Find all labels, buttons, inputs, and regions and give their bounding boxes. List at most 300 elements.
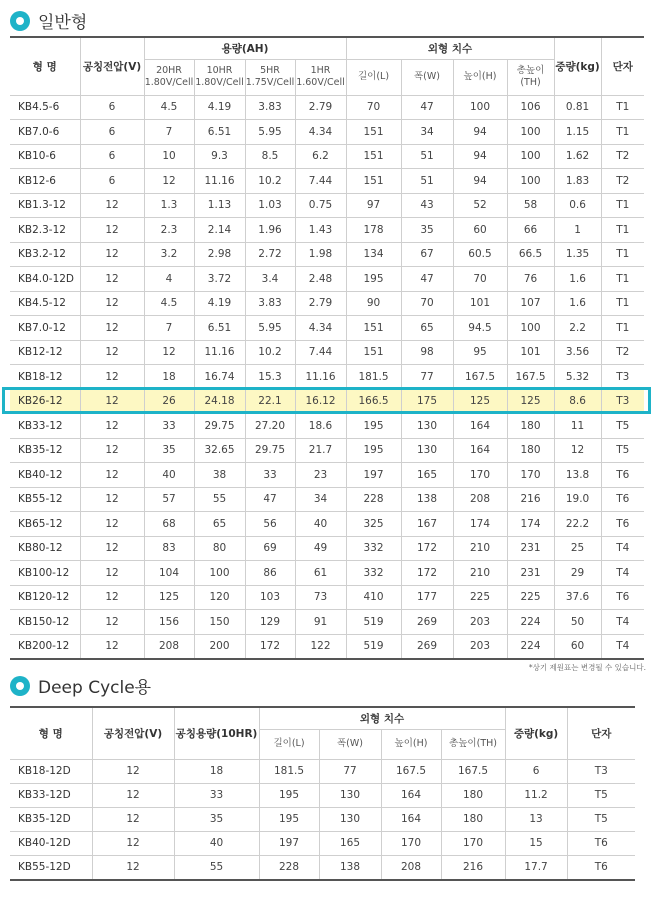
header-weight: 중량(kg) (554, 37, 601, 95)
table-cell: 97 (346, 193, 401, 218)
table-row (10, 855, 635, 880)
model-cell: KB18-12D (10, 759, 92, 783)
table-cell: 167.5 (507, 365, 554, 390)
model-cell: KB33-12 (10, 414, 80, 439)
table-cell: T1 (601, 291, 644, 316)
table-cell: 12 (92, 783, 174, 807)
table-row (10, 487, 644, 512)
table-cell: 12 (80, 193, 144, 218)
model-cell: KB40-12 (10, 463, 80, 488)
table-cell: 12 (80, 512, 144, 537)
table-cell: 170 (441, 831, 505, 855)
table-cell: 90 (346, 291, 401, 316)
table-cell: 172 (401, 536, 453, 561)
table-cell: 12 (80, 340, 144, 365)
table-cell: 225 (507, 585, 554, 610)
table-cell: 170 (507, 463, 554, 488)
table-cell: 2.14 (194, 218, 245, 243)
table-cell: T2 (601, 169, 644, 194)
table-cell: 12 (144, 169, 194, 194)
table-cell: 129 (245, 610, 295, 635)
table-cell: 22.2 (554, 512, 601, 537)
table-cell: 13.8 (554, 463, 601, 488)
table-cell: 2.79 (295, 95, 346, 120)
table-cell: 195 (259, 807, 319, 831)
table-cell: 1.03 (245, 193, 295, 218)
table-cell: 4.19 (194, 291, 245, 316)
table-cell: 10 (144, 144, 194, 169)
table-row (10, 414, 644, 439)
table-cell: 26 (144, 389, 194, 414)
table-cell: 12 (92, 831, 174, 855)
table-cell: 12 (80, 316, 144, 341)
table-cell: 172 (245, 634, 295, 659)
header-voltage: 공칭전압(V) (92, 707, 174, 759)
deep-cycle-spec-table (10, 706, 635, 881)
table-cell: 94 (453, 144, 507, 169)
table-cell: 95 (453, 340, 507, 365)
table-cell: 65 (194, 512, 245, 537)
table-cell: 49 (295, 536, 346, 561)
table-cell: 164 (453, 438, 507, 463)
table-row (10, 585, 644, 610)
table-cell: 70 (453, 267, 507, 292)
table-row (10, 512, 644, 537)
deep-cycle-spec-rows (10, 759, 635, 880)
model-cell: KB4.0-12D (10, 267, 80, 292)
header-terminal: 단자 (601, 37, 644, 95)
model-cell: KB10-6 (10, 144, 80, 169)
table-cell: 203 (453, 634, 507, 659)
spec-change-note: *상기 제원표는 변경될 수 있습니다. (528, 663, 646, 672)
table-row (10, 438, 644, 463)
table-cell: T1 (601, 218, 644, 243)
table-cell: 151 (346, 316, 401, 341)
table-cell: 3.83 (245, 291, 295, 316)
table-cell: T1 (601, 316, 644, 341)
table-cell: 65 (401, 316, 453, 341)
table-cell: 12 (80, 463, 144, 488)
table-cell: 55 (174, 855, 259, 880)
table-cell: 104 (144, 561, 194, 586)
table-row (10, 365, 644, 390)
table-cell: T5 (601, 438, 644, 463)
table-cell: 51 (401, 169, 453, 194)
table-row (10, 759, 635, 783)
table-cell: 51 (401, 144, 453, 169)
table-row (10, 340, 644, 365)
table-cell: 34 (401, 120, 453, 145)
table-cell: 12 (80, 218, 144, 243)
table-cell: 1.83 (554, 169, 601, 194)
table-row (10, 634, 644, 659)
table-cell: 2.2 (554, 316, 601, 341)
table-cell: 18 (144, 365, 194, 390)
table-cell: 6.51 (194, 120, 245, 145)
table-cell: 228 (346, 487, 401, 512)
table-cell: T6 (567, 831, 635, 855)
table-cell: 2.79 (295, 291, 346, 316)
table-cell: 12 (92, 855, 174, 880)
table-cell: 1.96 (245, 218, 295, 243)
model-cell: KB2.3-12 (10, 218, 80, 243)
table-cell: 164 (381, 783, 441, 807)
header-height: 높이(H) (453, 59, 507, 95)
table-cell: 5.95 (245, 120, 295, 145)
table-cell: 225 (453, 585, 507, 610)
table-row (10, 267, 644, 292)
table-cell: 60 (453, 218, 507, 243)
header-height: 높이(H) (381, 729, 441, 759)
header-capacity: 용량(AH) (144, 37, 346, 59)
table-cell: 19.0 (554, 487, 601, 512)
table-cell: 70 (401, 291, 453, 316)
model-cell: KB40-12D (10, 831, 92, 855)
bullet-circle-icon (10, 11, 30, 31)
table-cell: 11.16 (295, 365, 346, 390)
table-cell: 12 (80, 365, 144, 390)
model-cell: KB200-12 (10, 634, 80, 659)
table-cell: 12 (80, 267, 144, 292)
header-dimensions: 외형 치수 (259, 707, 505, 729)
table-cell: 11.16 (194, 169, 245, 194)
table-cell: 151 (346, 169, 401, 194)
table-cell: T4 (601, 536, 644, 561)
table-cell: 1.6 (554, 291, 601, 316)
table-cell: 83 (144, 536, 194, 561)
table-cell: 1.13 (194, 193, 245, 218)
table-cell: 5.95 (245, 316, 295, 341)
table-cell: T4 (601, 610, 644, 635)
table-cell: 2.3 (144, 218, 194, 243)
table-cell: 11.2 (505, 783, 567, 807)
table-row (10, 389, 644, 414)
table-cell: 101 (453, 291, 507, 316)
table-cell: 231 (507, 561, 554, 586)
general-spec-rows (10, 95, 644, 659)
table-cell: T5 (567, 783, 635, 807)
table-cell: 216 (441, 855, 505, 880)
model-cell: KB55-12 (10, 487, 80, 512)
header-total-height: 총높이(TH) (441, 729, 505, 759)
table-cell: T2 (601, 144, 644, 169)
table-cell: 21.7 (295, 438, 346, 463)
table-row (10, 561, 644, 586)
table-cell: 12 (80, 242, 144, 267)
table-cell: 332 (346, 536, 401, 561)
table-row (10, 536, 644, 561)
table-cell: 130 (319, 783, 381, 807)
table-cell: 170 (453, 463, 507, 488)
table-cell: 195 (346, 267, 401, 292)
table-cell: T1 (601, 242, 644, 267)
table-cell: 16.12 (295, 389, 346, 414)
table-cell: 9.3 (194, 144, 245, 169)
table-cell: 33 (174, 783, 259, 807)
table-cell: 29.75 (194, 414, 245, 439)
header-cap-10hr: 10HR 1.80V/Cell (194, 59, 245, 95)
table-cell: 33 (245, 463, 295, 488)
table-cell: 66 (507, 218, 554, 243)
model-cell: KB3.2-12 (10, 242, 80, 267)
table-cell: T6 (601, 463, 644, 488)
table-cell: 52 (453, 193, 507, 218)
table-cell: 27.20 (245, 414, 295, 439)
table-cell: T5 (567, 807, 635, 831)
table-cell: 40 (144, 463, 194, 488)
table-cell: 174 (507, 512, 554, 537)
table-cell: 12 (80, 536, 144, 561)
table-cell: 12 (80, 610, 144, 635)
header-length: 길이(L) (346, 59, 401, 95)
table-cell: T3 (567, 759, 635, 783)
table-cell: 210 (453, 561, 507, 586)
table-cell: T1 (601, 120, 644, 145)
table-cell: 164 (453, 414, 507, 439)
table-cell: 101 (507, 340, 554, 365)
table-cell: 22.1 (245, 389, 295, 414)
table-cell: 68 (144, 512, 194, 537)
table-cell: 11.16 (194, 340, 245, 365)
table-cell: 175 (401, 389, 453, 414)
table-cell: 325 (346, 512, 401, 537)
section-title-text: 일반형 (38, 13, 88, 33)
table-cell: 18.6 (295, 414, 346, 439)
table-cell: 86 (245, 561, 295, 586)
table-cell: 178 (346, 218, 401, 243)
table-cell: 107 (507, 291, 554, 316)
bullet-circle-icon (10, 676, 30, 696)
table-cell: 37.6 (554, 585, 601, 610)
table-cell: 332 (346, 561, 401, 586)
table-cell: 519 (346, 634, 401, 659)
table-cell: 7.44 (295, 169, 346, 194)
model-cell: KB100-12 (10, 561, 80, 586)
table-row (10, 831, 635, 855)
table-cell: 56 (245, 512, 295, 537)
table-cell: 138 (319, 855, 381, 880)
table-cell: 40 (295, 512, 346, 537)
table-cell: 7 (144, 120, 194, 145)
table-cell: 1.62 (554, 144, 601, 169)
table-cell: 130 (401, 438, 453, 463)
table-cell: 23 (295, 463, 346, 488)
table-cell: 125 (453, 389, 507, 414)
table-cell: 165 (401, 463, 453, 488)
table-cell: 203 (453, 610, 507, 635)
table-cell: 67 (401, 242, 453, 267)
model-cell: KB65-12 (10, 512, 80, 537)
table-cell: T2 (601, 340, 644, 365)
table-cell: 156 (144, 610, 194, 635)
table-cell: 34 (295, 487, 346, 512)
table-cell: 43 (401, 193, 453, 218)
table-cell: 15.3 (245, 365, 295, 390)
table-cell: 151 (346, 120, 401, 145)
table-cell: 181.5 (346, 365, 401, 390)
table-row (10, 463, 644, 488)
table-cell: 1.3 (144, 193, 194, 218)
table-cell: 195 (346, 438, 401, 463)
table-row (10, 193, 644, 218)
table-cell: 24.18 (194, 389, 245, 414)
table-cell: 174 (453, 512, 507, 537)
header-cap-1hr: 1HR 1.60V/Cell (295, 59, 346, 95)
table-cell: 224 (507, 634, 554, 659)
table-row (10, 291, 644, 316)
header-width: 폭(W) (401, 59, 453, 95)
table-cell: 1.98 (295, 242, 346, 267)
table-cell: 3.4 (245, 267, 295, 292)
table-cell: T6 (601, 585, 644, 610)
table-cell: 210 (453, 536, 507, 561)
table-cell: 3.72 (194, 267, 245, 292)
table-row (10, 316, 644, 341)
table-cell: 6 (80, 144, 144, 169)
table-cell: 66.5 (507, 242, 554, 267)
section-title-deep-cycle (10, 673, 151, 698)
table-cell: 4.19 (194, 95, 245, 120)
table-cell: 151 (346, 340, 401, 365)
table-row (10, 120, 644, 145)
table-cell: 130 (319, 807, 381, 831)
table-row (10, 169, 644, 194)
table-cell: 3.56 (554, 340, 601, 365)
model-cell: KB35-12D (10, 807, 92, 831)
table-row (10, 242, 644, 267)
table-cell: 164 (381, 807, 441, 831)
table-cell: 200 (194, 634, 245, 659)
table-cell: 269 (401, 610, 453, 635)
table-cell: 3.2 (144, 242, 194, 267)
table-cell: T6 (601, 487, 644, 512)
table-row (10, 610, 644, 635)
table-cell: 73 (295, 585, 346, 610)
table-cell: 100 (507, 316, 554, 341)
table-cell: 100 (507, 120, 554, 145)
table-cell: 12 (80, 585, 144, 610)
table-cell: 60 (554, 634, 601, 659)
table-cell: 195 (259, 783, 319, 807)
model-cell: KB4.5-12 (10, 291, 80, 316)
table-cell: 269 (401, 634, 453, 659)
table-cell: 35 (174, 807, 259, 831)
table-cell: 12 (80, 414, 144, 439)
table-cell: 12 (80, 561, 144, 586)
model-cell: KB26-12 (10, 389, 80, 414)
table-cell: 167.5 (441, 759, 505, 783)
table-cell: 12 (144, 340, 194, 365)
table-cell: 100 (194, 561, 245, 586)
table-cell: 216 (507, 487, 554, 512)
table-cell: 0.6 (554, 193, 601, 218)
table-cell: 208 (381, 855, 441, 880)
table-cell: 2.48 (295, 267, 346, 292)
table-cell: 2.72 (245, 242, 295, 267)
table-cell: T1 (601, 267, 644, 292)
table-row (10, 95, 644, 120)
table-cell: 138 (401, 487, 453, 512)
table-cell: 35 (401, 218, 453, 243)
header-total-height: 총높이(TH) (507, 59, 554, 95)
model-cell: KB33-12D (10, 783, 92, 807)
table-cell: 11 (554, 414, 601, 439)
table-cell: 228 (259, 855, 319, 880)
table-cell: 55 (194, 487, 245, 512)
table-cell: 167 (401, 512, 453, 537)
table-cell: 1.15 (554, 120, 601, 145)
header-width: 폭(W) (319, 729, 381, 759)
table-cell: 12 (554, 438, 601, 463)
table-cell: 180 (441, 783, 505, 807)
table-cell: 1 (554, 218, 601, 243)
table-cell: 125 (507, 389, 554, 414)
table-cell: 519 (346, 610, 401, 635)
model-cell: KB150-12 (10, 610, 80, 635)
table-cell: 47 (245, 487, 295, 512)
model-cell: KB12-6 (10, 169, 80, 194)
table-cell: T1 (601, 193, 644, 218)
table-cell: T5 (601, 414, 644, 439)
table-row (10, 807, 635, 831)
model-cell: KB7.0-6 (10, 120, 80, 145)
table-cell: 208 (144, 634, 194, 659)
table-cell: 33 (144, 414, 194, 439)
table-cell: 4 (144, 267, 194, 292)
table-cell: 16.74 (194, 365, 245, 390)
table-cell: 120 (194, 585, 245, 610)
table-cell: 177 (401, 585, 453, 610)
header-capacity: 공칭용량(10HR) (174, 707, 259, 759)
table-cell: 60.5 (453, 242, 507, 267)
table-cell: 94.5 (453, 316, 507, 341)
model-cell: KB120-12 (10, 585, 80, 610)
table-cell: T4 (601, 561, 644, 586)
model-cell: KB80-12 (10, 536, 80, 561)
table-cell: 6.51 (194, 316, 245, 341)
table-cell: 12 (92, 759, 174, 783)
table-cell: 12 (80, 487, 144, 512)
table-cell: 3.83 (245, 95, 295, 120)
table-cell: 12 (80, 634, 144, 659)
header-model: 형 명 (10, 37, 80, 95)
table-cell: 165 (319, 831, 381, 855)
table-cell: 94 (453, 120, 507, 145)
table-cell: 1.35 (554, 242, 601, 267)
table-cell: 195 (346, 414, 401, 439)
table-cell: 106 (507, 95, 554, 120)
header-voltage: 공칭전압(V) (80, 37, 144, 95)
table-cell: 134 (346, 242, 401, 267)
header-cap-20hr: 20HR 1.80V/Cell (144, 59, 194, 95)
model-cell: KB35-12 (10, 438, 80, 463)
model-cell: KB55-12D (10, 855, 92, 880)
table-cell: 231 (507, 536, 554, 561)
table-cell: 181.5 (259, 759, 319, 783)
table-cell: 0.81 (554, 95, 601, 120)
table-cell: 47 (401, 95, 453, 120)
general-spec-table (10, 36, 644, 660)
table-cell: 167.5 (453, 365, 507, 390)
table-cell: 94 (453, 169, 507, 194)
table-cell: 29 (554, 561, 601, 586)
table-cell: 170 (381, 831, 441, 855)
table-cell: T3 (601, 365, 644, 390)
header-dimensions: 외형 치수 (346, 37, 554, 59)
table-cell: 69 (245, 536, 295, 561)
table-cell: 125 (144, 585, 194, 610)
table-cell: 100 (507, 144, 554, 169)
